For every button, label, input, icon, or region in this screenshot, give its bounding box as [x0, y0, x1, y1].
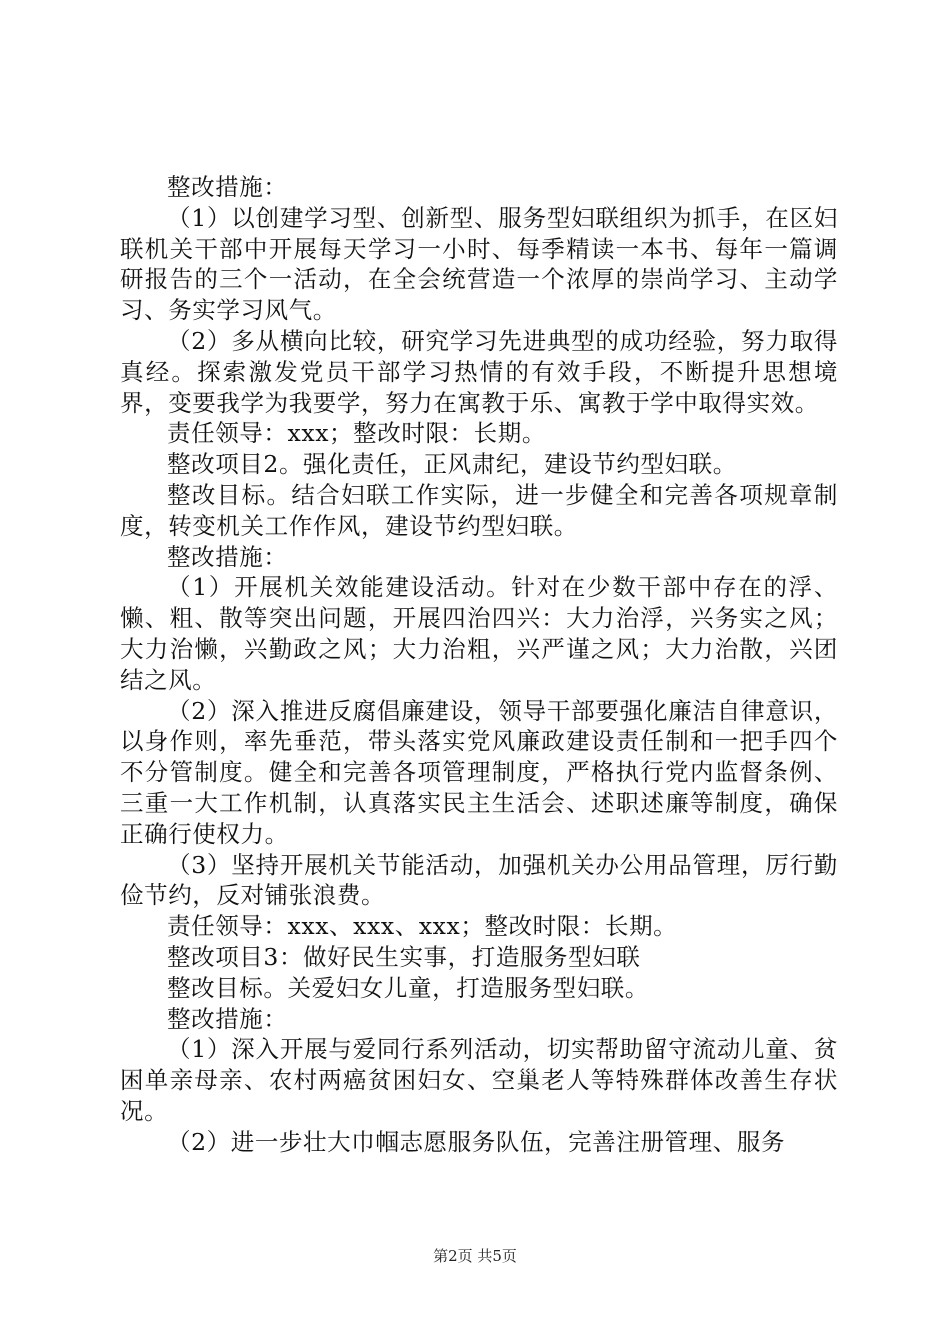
paragraph-measure-2-3: （3）坚持开展机关节能活动，加强机关办公用品管理，厉行勤俭节约，反对铺张浪费。 [120, 850, 838, 910]
paragraph-project-2: 整改项目2。强化责任，正风肃纪，建设节约型妇联。 [167, 450, 737, 479]
paragraph-project-3: 整改项目3：做好民生实事，打造服务型妇联 [167, 942, 641, 971]
document-body [120, 172, 838, 1158]
paragraph-measure-1-2: （2）多从横向比较，研究学习先进典型的成功经验，努力取得真经。探索激发党员干部学习热情的有效手段，不断提升思想境界，变要我学为我要学，努力在寓教于乐、寓教于学中取得实效。 [120, 326, 838, 417]
paragraph-measures-heading-3: 整改措施： [167, 1004, 288, 1033]
paragraph-measure-3-1: （1）深入开展与爱同行系列活动，切实帮助留守流动儿童、贫困单亲母亲、农村两癌贫困妇女、空巢老人等特殊群体改善生存状况。 [120, 1035, 838, 1125]
paragraph-measure-2-2: （2）深入推进反腐倡廉建设，领导干部要强化廉洁自律意识，以身作则，率先垂范，带头落实党风廉政建设责任制和一把手四个不分管制度。健全和完善各项管理制度，严格执行党内监督条例、三重一大工作机制，认真落实民主生活会、述职述廉等制度，确保正确行使权力。 [120, 696, 838, 848]
paragraph-measures-heading-1: 整改措施： [167, 173, 288, 201]
page-number-footer: 第2页 共5页 [433, 1247, 517, 1265]
paragraph-measure-1-1: （1）以创建学习型、创新型、服务型妇联组织为抓手，在区妇联机关干部中开展每天学习一小时、每季精读一本书、每年一篇调研报告的三个一活动，在全会统营造一个浓厚的崇尚学习、主动学习、务实学习风气。 [120, 203, 838, 325]
paragraph-responsibility-1: 责任领导：xxx；整改时限：长期。 [167, 419, 546, 448]
paragraph-goal-3: 整改目标。关爱妇女儿童，打造服务型妇联。 [167, 973, 649, 1002]
paragraph-goal-2: 整改目标。结合妇联工作实际，进一步健全和完善各项规章制度，转变机关工作作风，建设节约型妇联。 [120, 480, 838, 540]
paragraph-measure-2-1: （1）开展机关效能建设活动。针对在少数干部中存在的浮、懒、粗、散等突出问题，开展四治四兴：大力治浮，兴务实之风；大力治懒，兴勤政之风；大力治粗，兴严谨之风；大力治散，兴团结之风。 [120, 573, 838, 694]
paragraph-responsibility-2: 责任领导：xxx、xxx、xxx；整改时限：长期。 [167, 912, 678, 941]
paragraph-measure-3-2: （2）进一步壮大巾帼志愿服务队伍，完善注册管理、服务 [167, 1127, 786, 1156]
paragraph-measures-heading-2: 整改措施： [167, 542, 288, 571]
